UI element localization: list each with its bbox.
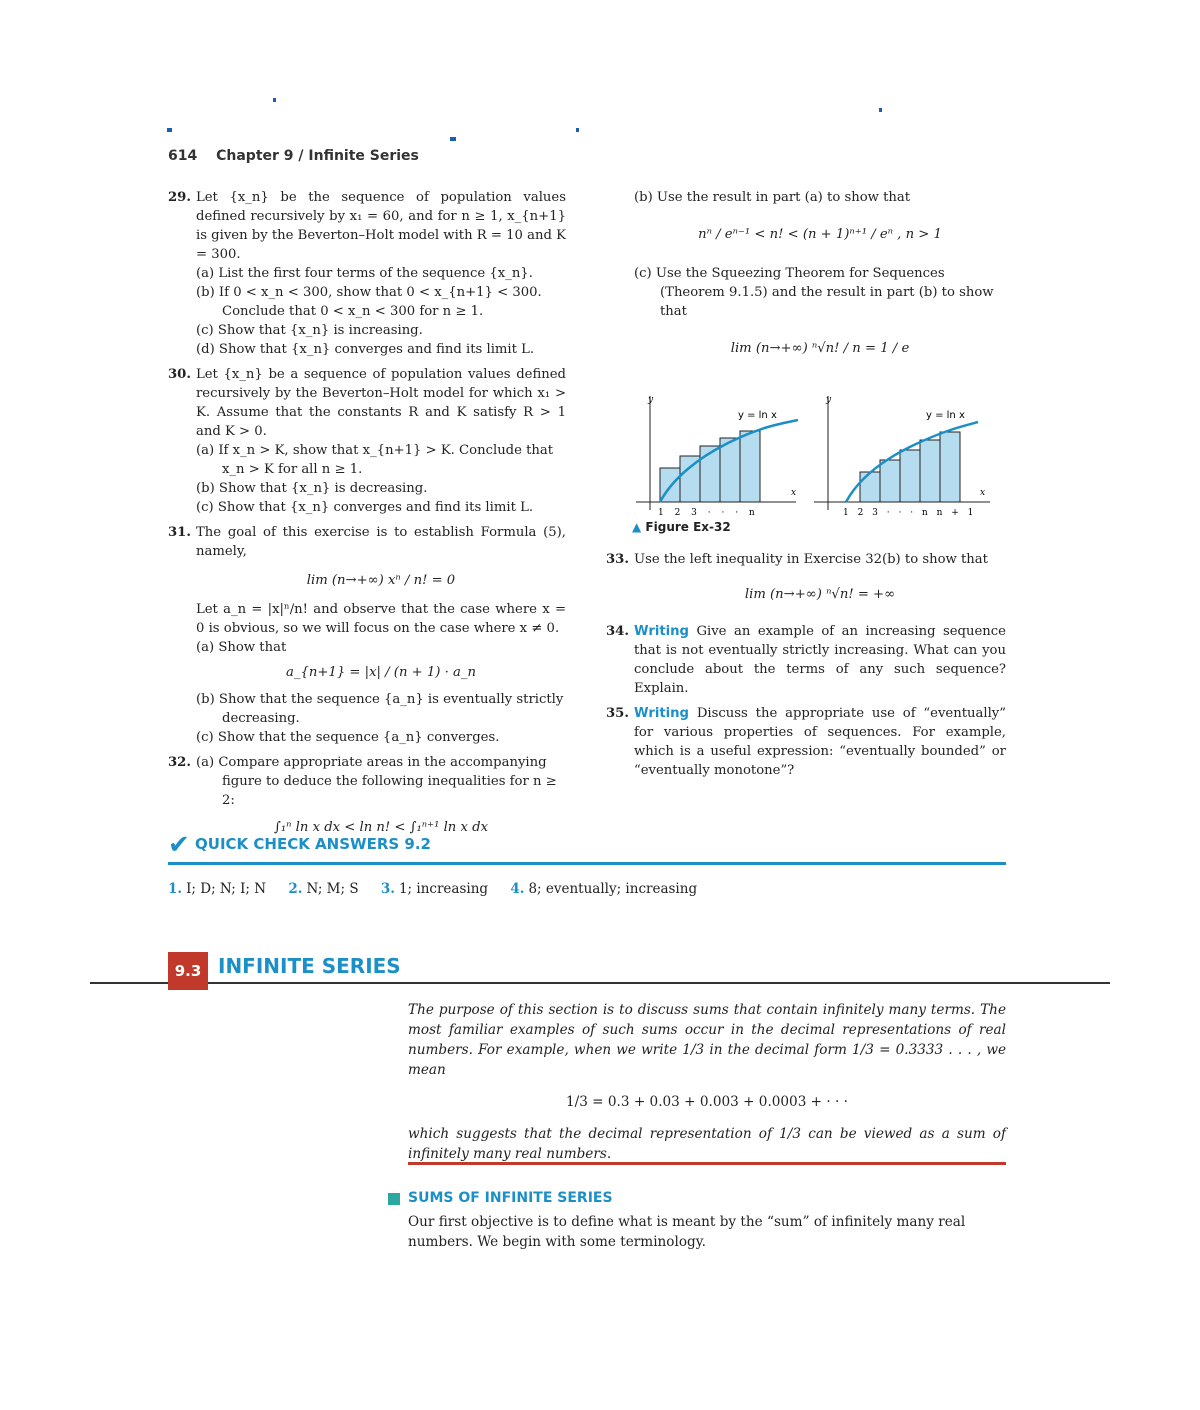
answer-key: 1. (168, 881, 183, 897)
equation: lim (n→+∞) ⁿ√n! / n = 1 / e (730, 341, 910, 356)
exercise-text: Let {x_n} be the sequence of population values defined recursively by x₁ = 60, and for n ≥ 1, x_{n+1} is given by the Beverton–Holt model with R = 10 and K = 300. (196, 190, 566, 262)
right-column (606, 188, 1006, 358)
quick-check-rule (168, 862, 1006, 865)
answer-value: 8; eventually; increasing (528, 881, 698, 897)
figure-ex-32 (628, 388, 1008, 528)
quick-check-title (168, 830, 431, 860)
exercise-30 (168, 365, 566, 517)
right-graph (814, 395, 990, 518)
exercise-29 (168, 188, 566, 359)
exercise-part: (a) If x_n > K, show that x_{n+1} > K. Conclude that x_n > K for all n ≥ 1. (196, 443, 554, 477)
scan-mark (576, 128, 579, 132)
exercise-number: 30. (168, 367, 191, 382)
equation: nⁿ / eⁿ⁻¹ < n! < (n + 1)ⁿ⁺¹ / eⁿ , n > 1 (698, 227, 942, 242)
left-graph (636, 395, 798, 518)
exercise-text: Use the left inequality in Exercise 32(b) to show that (634, 552, 988, 567)
area-rect (880, 460, 900, 502)
exercise-part: (c) Show that {x_n} converges and find its limit L. (196, 500, 534, 515)
exercise-part: (a) List the first four terms of the sequence {x_n}. (196, 266, 533, 281)
equation: ∫₁ⁿ ln x dx < ln n! < ∫₁ⁿ⁺¹ ln x dx (273, 820, 489, 835)
exercise-part: (b) Use the result in part (a) to show that (634, 190, 911, 205)
page-number: 614 (168, 148, 198, 164)
exercise-34 (606, 622, 1006, 698)
section-title: INFINITE SERIES (218, 954, 401, 978)
tick-labels: 1 2 3 · · · n (658, 508, 755, 518)
figure-caption (632, 520, 731, 534)
writing-tag: Writing (634, 706, 689, 721)
exercise-part: (c) Show that the sequence {a_n} converges. (196, 730, 500, 745)
subsection-body: Our first objective is to define what is meant by the “sum” of infinitely many real numbers. We begin with some terminology. (408, 1214, 966, 1250)
area-rect (740, 431, 760, 502)
quick-check-answers (168, 881, 715, 897)
answer-item (381, 881, 488, 897)
exercise-text: Let a_n = |x|ⁿ/n! and observe that the case where x = 0 is obvious, so we will focus on the case where x ≠ 0. (196, 602, 566, 636)
exercise-part: (a) Show that (196, 640, 287, 655)
y-label: y (648, 395, 654, 405)
answer-key: 2. (288, 881, 303, 897)
exercise-part: (b) Show that {x_n} is decreasing. (196, 481, 428, 496)
chapter-title: Chapter 9 / Infinite Series (216, 148, 419, 164)
answer-value: I; D; N; I; N (186, 881, 267, 897)
equation: lim (n→+∞) xⁿ / n! = 0 (306, 573, 456, 588)
exercise-32 (168, 753, 566, 837)
subsection-square-icon (388, 1193, 400, 1205)
area-rect (900, 450, 920, 502)
exercise-text: Let {x_n} be a sequence of population values defined recursively by the Beverton–Holt model for which x₁ > K. Assume that the constants R and K satisfy R > 1 and K > 0. (196, 367, 566, 439)
area-rect (920, 440, 940, 502)
exercise-text: Discuss the appropriate use of “eventually” for various properties of sequences. For example, which is a useful expression: “eventually bounded” or “eventually monotone”? (634, 706, 1006, 778)
x-label: x (980, 488, 986, 498)
figure-label: Figure Ex-32 (645, 520, 731, 534)
writing-tag: Writing (634, 624, 689, 639)
exercise-35 (606, 704, 1006, 780)
exercise-number: 31. (168, 525, 191, 540)
area-rect (860, 472, 880, 502)
exercise-part: (a) Compare appropriate areas in the accompanying figure to deduce the following inequalities for n ≥ 2: (196, 755, 557, 808)
exercise-number: 34. (606, 624, 629, 639)
exercise-body (634, 622, 1006, 698)
left-column (168, 188, 566, 843)
equation: lim (n→+∞) ⁿ√n! = +∞ (744, 587, 896, 602)
quick-check-label: QUICK CHECK ANSWERS 9.2 (195, 835, 431, 853)
exercise-text: Give an example of an increasing sequence that is not eventually strictly increasing. What can you conclude about the terms of any such sequence? Explain. (634, 624, 1006, 696)
intro-rule (408, 1162, 1006, 1165)
scan-mark (879, 108, 882, 112)
curve-label: y = ln x (926, 410, 965, 421)
exercise-number: 35. (606, 706, 629, 721)
exercise-number: 33. (606, 552, 629, 567)
intro-equation: 1/3 = 0.3 + 0.03 + 0.003 + 0.0003 + · · · (565, 1094, 848, 1110)
x-label: x (791, 488, 797, 498)
intro-paragraph: The purpose of this section is to discuss sums that contain infinitely many terms. The most familiar examples of such sums occur in the decimal representations of real numbers. For example, when we write 1/3 in the decimal form 1/3 = 0.3333 . . . , we mean (408, 1002, 1006, 1078)
exercise-part: (b) If 0 < x_n < 300, show that 0 < x_{n+1} < 300. Conclude that 0 < x_n < 300 for n ≥ 1. (196, 285, 542, 319)
section-intro (408, 1000, 1006, 1164)
section-number: 9.3 (168, 952, 208, 990)
answer-value: 1; increasing (398, 881, 489, 897)
right-column-lower (606, 550, 1006, 786)
intro-paragraph: which suggests that the decimal representation of 1/3 can be viewed as a sum of infinitely many real numbers. (408, 1126, 1006, 1162)
scan-mark (167, 128, 172, 132)
exercise-body (634, 704, 1006, 780)
exercise-part: (b) Show that the sequence {a_n} is eventually strictly decreasing. (196, 692, 564, 726)
exercise-number: 32. (168, 755, 191, 770)
check-icon: ✔ (168, 830, 190, 860)
exercise-number: 29. (168, 190, 191, 205)
section-rule (90, 982, 1110, 984)
tick-labels: 1 2 3 · · · n n + 1 (843, 508, 974, 518)
answer-item (168, 881, 266, 897)
curve-label: y = ln x (738, 410, 777, 421)
equation: a_{n+1} = |x| / (n + 1) · a_n (286, 665, 476, 680)
exercise-part: (c) Show that {x_n} is increasing. (196, 323, 423, 338)
exercise-part: (c) Use the Squeezing Theorem for Sequences (Theorem 9.1.5) and the result in part (b) to show that (634, 266, 994, 319)
subsection-title: SUMS OF INFINITE SERIES (408, 1190, 613, 1206)
running-header (168, 148, 419, 164)
answer-item (510, 881, 697, 897)
answer-key: 3. (380, 881, 395, 897)
exercise-33 (606, 550, 1006, 604)
answer-value: N; M; S (306, 881, 359, 897)
scan-mark (273, 98, 276, 102)
exercise-text: The goal of this exercise is to establish Formula (5), namely, (196, 525, 566, 559)
area-rect (940, 432, 960, 502)
answer-key: 4. (510, 881, 525, 897)
answer-item (288, 881, 358, 897)
scan-mark (450, 137, 456, 141)
triangle-icon: ▲ (632, 520, 642, 534)
exercise-part: (d) Show that {x_n} converges and find its limit L. (196, 342, 535, 357)
exercise-31 (168, 523, 566, 747)
area-rect (720, 438, 740, 502)
y-label: y (826, 395, 832, 405)
